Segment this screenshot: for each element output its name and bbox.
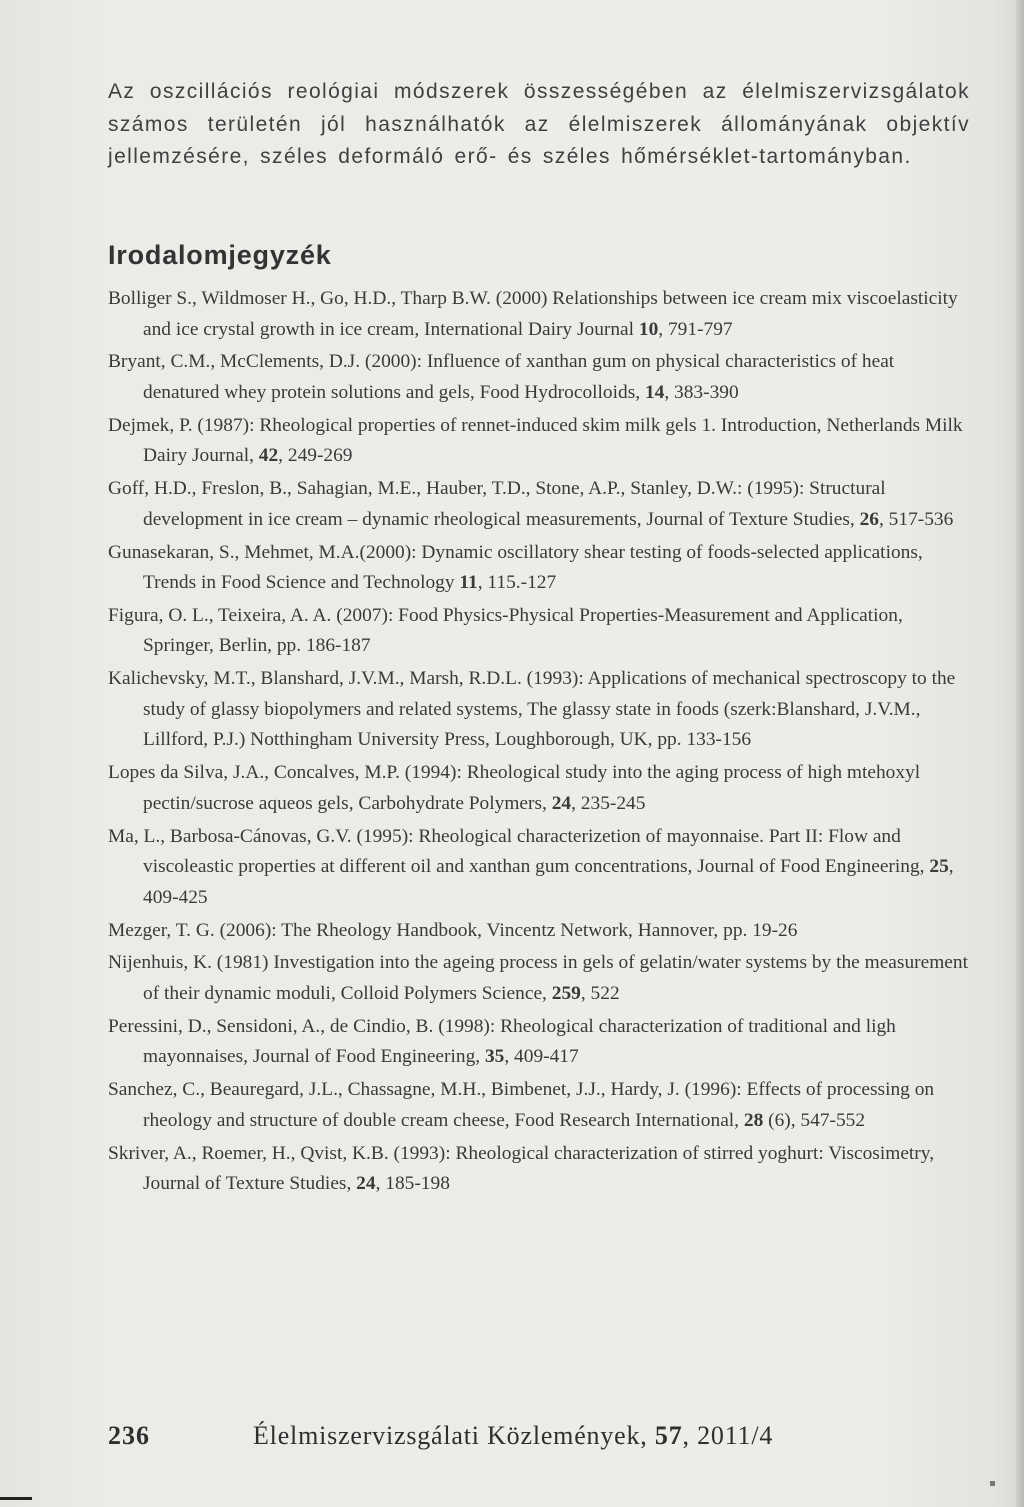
page-number: 236 [108,1421,150,1450]
page-edge-shadow [1016,0,1024,1507]
reference-item: Lopes da Silva, J.A., Concalves, M.P. (1994): Rheological study into the aging process of high mtehoxyl pectin/sucrose aqueos gels, Carbohydrate Polymers, 24, 235-245 [108,762,921,814]
reference-item: Mezger, T. G. (2006): The Rheology Handbook, Vincentz Network, Hannover, pp. 19-26 [108,919,798,941]
reference-item: Kalichevsky, M.T., Blanshard, J.V.M., Marsh, R.D.L. (1993): Applications of mechanical spectroscopy to the study of glassy biopolymers and related systems, The glassy state in foods (szerk:Blanshard, J.V.M., Lillford, P.J.) Notthingham University Press, Loughborough, UK, pp. 133-156 [108,668,956,751]
intro-paragraph: Az oszcillációs reológiai módszerek összességében az élelmiszervizsgálatok számos területén jól használhatók az élelmiszerek állományának objektív jellemzésére, széles deformáló erő- és széles hőmérséklet-tartományban. [108,80,970,168]
page-footer [108,1421,988,1451]
reference-list [108,284,970,1202]
reference-item: Nijenhuis, K. (1981) Investigation into the ageing process in gels of gelatin/water systems by the measurement of their dynamic moduli, Colloid Polymers Science, 259, 522 [108,952,968,1004]
reference-item: Goff, H.D., Freslon, B., Sahagian, M.E., Hauber, T.D., Stone, A.P., Stanley, D.W.: (1995): Structural development in ice cream – dynamic rheological measurements, Journal of Texture Studies, 26, 517-536 [108,478,954,530]
reference-item: Dejmek, P. (1987): Rheological properties of rennet-induced skim milk gels 1. Introduction, Netherlands Milk Dairy Journal, 42, 249-269 [108,414,963,467]
references-heading: Irodalomjegyzék [108,240,332,270]
reference-item: Bryant, C.M., McClements, D.J. (2000): Influence of xanthan gum on physical characteristics of heat denatured whey protein solutions and gels, Food Hydrocolloids, 14, 383-390 [108,351,895,403]
journal-citation: Élelmiszervizsgálati Közlemények, 57, 2011/4 [253,1421,774,1450]
reference-item: Bolliger S., Wildmoser H., Go, H.D., Tharp B.W. (2000) Relationships between ice cream mix viscoelasticity and ice crystal growth in ice cream, International Dairy Journal 10, 791-797 [108,288,958,340]
reference-item: Ma, L., Barbosa-Cánovas, G.V. (1995): Rheological characterizetion of mayonnaise. Part II: Flow and viscoleastic properties at different oil and xanthan gum concentrations, Journal of Food Engineering, 25, 409-425 [108,825,954,908]
scan-dot-mark [990,1481,995,1486]
reference-item: Sanchez, C., Beauregard, J.L., Chassagne, M.H., Bimbenet, J.J., Hardy, J. (1996): Effects of processing on rheology and structure of double cream cheese, Food Research International, 28 (6), 547-552 [108,1079,935,1131]
reference-item: Figura, O. L., Teixeira, A. A. (2007): Food Physics-Physical Properties-Measurement and Application, Springer, Berlin, pp. 186-187 [108,604,903,657]
scan-edge-mark [0,1497,32,1500]
reference-item: Peressini, D., Sensidoni, A., de Cindio, B. (1998): Rheological characterization of traditional and ligh mayonnaises, Journal of Food Engineering, 35, 409-417 [108,1015,896,1068]
reference-item: Skriver, A., Roemer, H., Qvist, K.B. (1993): Rheological characterization of stirred yoghurt: Viscosimetry, Journal of Texture Studies, 24, 185-198 [108,1142,935,1195]
reference-item: Gunasekaran, S., Mehmet, M.A.(2000): Dynamic oscillatory shear testing of foods-selected applications, Trends in Food Science and Technology 11, 115.-127 [108,541,923,594]
